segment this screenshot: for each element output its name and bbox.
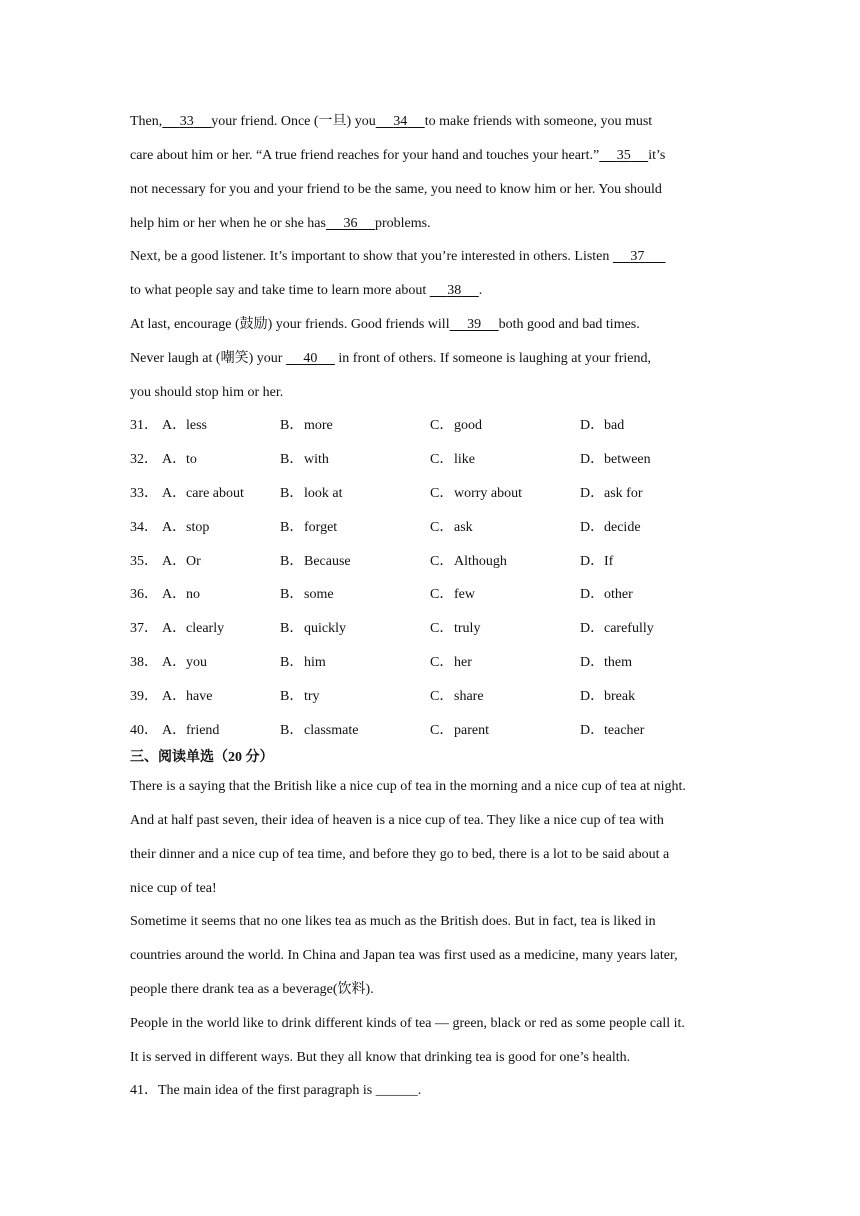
passage-line [130, 350, 651, 368]
option-b: B．him [280, 655, 326, 670]
question-number: 38． [130, 655, 158, 670]
question-options [130, 586, 730, 604]
option-c: C．Although [430, 554, 507, 569]
option-b: B．with [280, 452, 329, 467]
option-c: C．truly [430, 621, 481, 636]
passage-text: it’s [648, 148, 666, 163]
option-b: B．Because [280, 554, 351, 569]
option-c: C．share [430, 689, 484, 704]
passage-text: help him or her when he or she has [130, 216, 326, 231]
reading-line: countries around the world. In China and Japan tea was first used as a medicine, many years later, [130, 948, 678, 963]
option-c: C．ask [430, 520, 473, 535]
passage-text: to make friends with someone, you must [424, 114, 653, 129]
option-a: A．less [162, 418, 207, 433]
question-options [130, 722, 730, 740]
option-d: D．ask for [580, 486, 643, 501]
passage-text: Next, be a good listener. It’s important to show that you’re interested in others. Listen [130, 249, 613, 264]
passage-line [130, 282, 482, 300]
blank-36: 36 [343, 216, 358, 231]
question-number: 40． [130, 723, 158, 738]
option-a: A．clearly [162, 621, 225, 636]
passage-line [130, 113, 652, 131]
passage-text: Then, [130, 114, 163, 129]
option-b: B．quickly [280, 621, 346, 636]
blank-35: 35 [616, 148, 631, 163]
question-options [130, 654, 730, 672]
passage-line: you should stop him or her. [130, 385, 284, 400]
passage-text: Never laugh at (嘲笑) your [130, 351, 286, 366]
passage-line [130, 215, 431, 233]
option-b: B．more [280, 418, 333, 433]
option-a: A．friend [162, 723, 220, 738]
option-d: D．decide [580, 520, 641, 535]
option-d: D．teacher [580, 723, 645, 738]
option-c: C．good [430, 418, 482, 433]
passage-line [130, 147, 665, 165]
passage-text: problems. [374, 216, 431, 231]
reading-line: And at half past seven, their idea of heaven is a nice cup of tea. They like a nice cup of tea with [130, 813, 664, 828]
blank-33: 33 [179, 114, 194, 129]
option-c: C．her [430, 655, 472, 670]
question-options [130, 519, 730, 537]
passage-text: . [478, 283, 483, 298]
option-d: D．break [580, 689, 636, 704]
blank-40: 40 [303, 351, 318, 366]
option-d: D．between [580, 452, 651, 467]
passage-line: not necessary for you and your friend to be the same, you need to know him or her. You should [130, 182, 662, 197]
question-number: 31． [130, 418, 158, 433]
question-options [130, 485, 730, 503]
question-number: 37． [130, 621, 158, 636]
passage-text: in front of others. If someone is laughing at your friend, [334, 351, 651, 366]
question-number: 36． [130, 587, 158, 602]
passage-text: to what people say and take time to learn more about [130, 283, 430, 298]
passage-text: At last, encourage (鼓励) your friends. Good friends will [130, 317, 450, 332]
option-d: D．other [580, 587, 633, 602]
question-number: 33． [130, 486, 158, 501]
question-number: 39． [130, 689, 158, 704]
reading-line: their dinner and a nice cup of tea time, and before they go to bed, there is a lot to be said about a [130, 847, 670, 862]
option-a: A．have [162, 689, 213, 704]
reading-line: There is a saying that the British like a nice cup of tea in the morning and a nice cup of tea at night. [130, 779, 686, 794]
blank-39: 39 [467, 317, 482, 332]
option-a: A．care about [162, 486, 244, 501]
question-options [130, 417, 730, 435]
reading-line: People in the world like to drink different kinds of tea — green, black or red as some people call it. [130, 1016, 685, 1031]
option-b: B．some [280, 587, 334, 602]
option-d: D．If [580, 554, 614, 569]
passage-text: your friend. Once (一旦) you [211, 114, 376, 129]
passage-text: both good and bad times. [498, 317, 640, 332]
blank-34: 34 [393, 114, 408, 129]
question-number: 34． [130, 520, 158, 535]
option-c: C．few [430, 587, 475, 602]
question-options [130, 553, 730, 571]
blank-37: 37 [630, 249, 645, 264]
option-a: A．to [162, 452, 197, 467]
question-number: 32． [130, 452, 158, 467]
option-a: A．stop [162, 520, 210, 535]
option-b: B．forget [280, 520, 338, 535]
option-d: D．bad [580, 418, 625, 433]
passage-line [130, 316, 640, 334]
reading-line: Sometime it seems that no one likes tea as much as the British does. But in fact, tea is liked in [130, 914, 656, 929]
question-41: 41．The main idea of the first paragraph is ______. [130, 1083, 422, 1098]
passage-text: care about him or her. “A true friend reaches for your hand and touches your heart.” [130, 148, 600, 163]
option-b: B．classmate [280, 723, 359, 738]
option-d: D．carefully [580, 621, 654, 636]
question-number: 35． [130, 554, 158, 569]
reading-line: It is served in different ways. But they all know that drinking tea is good for one’s health. [130, 1050, 631, 1065]
blank-38: 38 [447, 283, 462, 298]
option-a: A．no [162, 587, 200, 602]
option-c: C．worry about [430, 486, 523, 501]
question-options [130, 688, 730, 706]
question-options [130, 620, 730, 638]
reading-line: people there drank tea as a beverage(饮料). [130, 982, 374, 997]
reading-line: nice cup of tea! [130, 881, 217, 896]
option-c: C．like [430, 452, 475, 467]
option-b: B．look at [280, 486, 343, 501]
option-a: A．you [162, 655, 207, 670]
passage-line [130, 248, 665, 266]
option-c: C．parent [430, 723, 489, 738]
option-b: B．try [280, 689, 320, 704]
section-heading: 三、阅读单选（20 分） [130, 750, 274, 765]
option-a: A．Or [162, 554, 201, 569]
option-d: D．them [580, 655, 632, 670]
question-options [130, 451, 730, 469]
